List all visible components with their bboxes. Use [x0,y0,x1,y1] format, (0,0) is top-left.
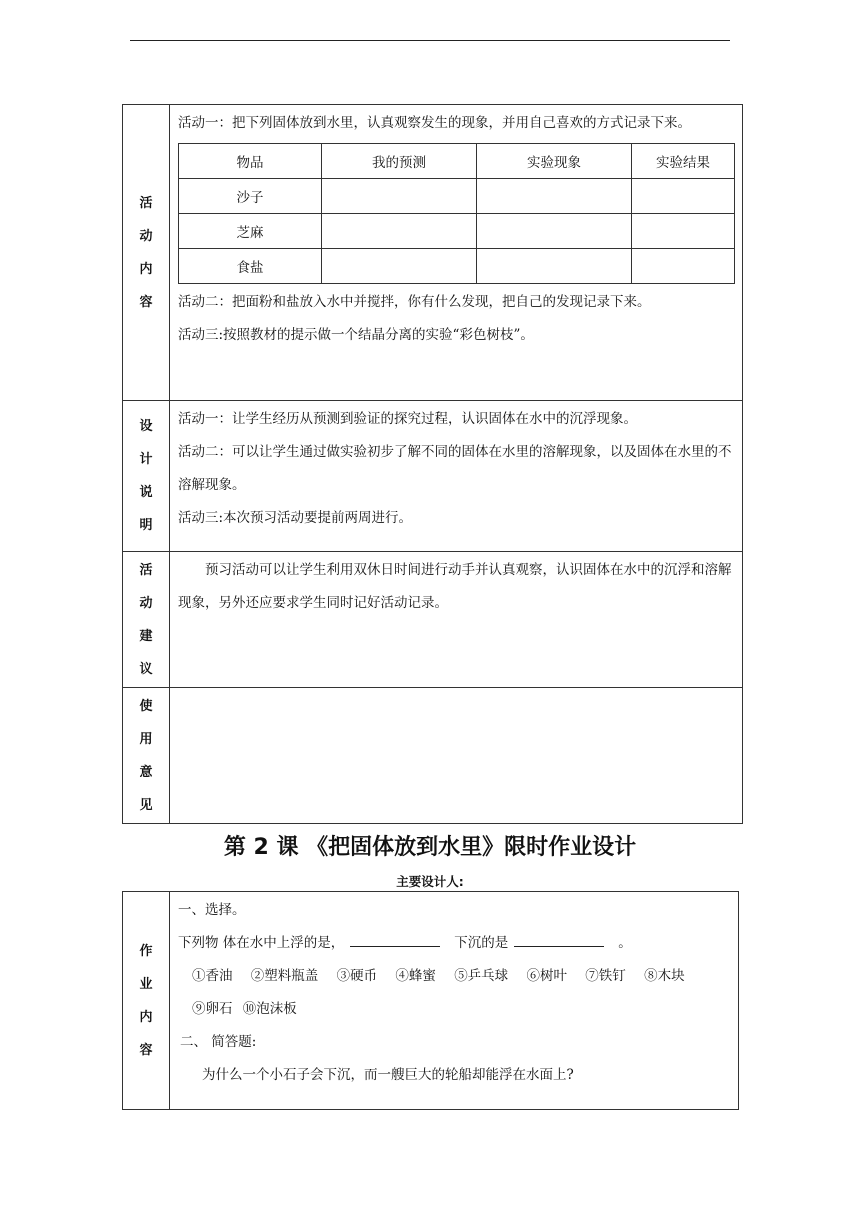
blank-cell[interactable] [632,179,735,214]
design-note-one: 活动一：让学生经历从预测到验证的探究过程，认识固体在水中的沉浮现象。 [178,411,637,427]
option-item: ⑨卵石 [192,1001,233,1017]
header-item: 物品 [179,144,322,179]
page-title: 第 2 课 《把固体放到水里》限时作业设计 [223,835,637,860]
option-item: ⑤乒乓球 [454,968,509,984]
label-char: 计 [139,452,153,467]
row-label-feedback [123,690,169,822]
blank-cell[interactable] [632,214,735,249]
row-label-cell [123,401,170,552]
label-char: 内 [139,1009,153,1025]
label-char: 明 [139,518,153,533]
label-char: 议 [139,661,153,677]
section-short-answer-heading: 二、 简答题: [180,1034,257,1050]
label-char: 用 [139,731,153,747]
observation-row [179,214,735,249]
section-choice-heading: 一、选择。 [178,902,246,918]
options-row [170,993,738,1026]
question-text: 。 [618,935,632,951]
observation-table [178,143,735,284]
blank-cell[interactable] [322,214,477,249]
option-item: ②塑料瓶盖 [250,968,319,984]
row-label-cell [123,552,170,688]
header-result: 实验结果 [632,144,735,179]
label-char: 作 [139,943,153,959]
item-cell: 芝麻 [179,214,322,249]
table-row [123,688,743,824]
design-note-two: 活动二：可以让学生通过做实验初步了解不同的固体在水里的溶解现象，以及固体在水里的不溶解现象。 [178,444,732,493]
label-char: 内 [139,261,153,277]
label-char: 动 [139,595,153,611]
label-char: 使 [139,698,153,714]
table-row [123,552,743,688]
choice-question [170,927,738,960]
option-item: ⑥树叶 [526,968,567,984]
row-label-design-notes [123,410,169,542]
feedback-cell[interactable] [170,688,743,824]
homework-table [122,891,739,1110]
option-item: ⑧木块 [644,968,685,984]
table-row [123,401,743,552]
label-char: 意 [139,764,153,780]
question-text: 下沉的是 [454,935,509,951]
content-cell [170,552,743,688]
options-row [170,960,738,993]
content-cell [170,105,743,401]
float-answer-blank[interactable] [350,934,440,947]
content-cell [170,892,739,1110]
content-cell [170,401,743,552]
label-char: 容 [139,294,153,310]
option-item: ⑩泡沫板 [242,1001,297,1017]
observation-row [179,179,735,214]
item-cell: 食盐 [179,249,322,284]
row-label-suggestions [123,554,169,686]
label-char: 业 [139,976,153,992]
label-char: 动 [139,228,153,244]
activity-two-text: 活动二：把面粉和盐放入水中并搅拌，你有什么发现，把自己的发现记录下来。 [178,294,651,310]
label-char: 设 [139,419,153,434]
header-rule [130,40,730,41]
option-item: ⑦铁钉 [585,968,626,984]
short-answer-question: 为什么一个小石子会下沉，而一艘巨大的轮船却能浮在水面上? [202,1067,574,1083]
blank-cell[interactable] [632,249,735,284]
label-char: 见 [139,797,153,813]
blank-cell[interactable] [477,214,632,249]
activity-one-text: 活动一：把下列固体放到水里，认真观察发生的现象，并用自己喜欢的方式记录下来。 [178,115,691,131]
label-char: 活 [139,195,153,211]
option-item: ③硬币 [336,968,378,984]
row-label-homework-content [123,935,169,1067]
table-row [123,105,743,401]
sink-answer-blank[interactable] [514,934,604,947]
observation-header-row [179,144,735,179]
activity-table [122,104,743,824]
label-char: 说 [139,485,153,500]
label-char: 容 [139,1042,153,1058]
option-item: ①香油 [192,968,233,984]
header-phenomenon: 实验现象 [477,144,632,179]
row-label-cell [123,688,170,824]
option-item: ④蜂蜜 [395,968,436,984]
question-text: 下列物 体在水中上浮的是， [178,935,345,951]
row-label-cell [123,892,170,1110]
item-cell: 沙子 [179,179,322,214]
suggestion-text: 预习活动可以让学生利用双休日时间进行动手并认真观察，认识固体在水中的沉浮和溶解现象，另外还应要求学生同时记好活动记录。 [178,562,732,611]
observation-row [179,249,735,284]
row-label-cell [123,105,170,401]
blank-cell[interactable] [322,179,477,214]
header-prediction: 我的预测 [322,144,477,179]
label-char: 活 [139,562,153,578]
blank-cell[interactable] [322,249,477,284]
label-char: 建 [139,628,153,644]
blank-cell[interactable] [477,249,632,284]
designer-label: 主要设计人: [396,874,464,889]
activity-three-text: 活动三:按照教材的提示做一个结晶分离的实验“彩色树枝”。 [178,327,534,343]
design-note-three: 活动三:本次预习活动要提前两周进行。 [178,510,413,526]
blank-cell[interactable] [477,179,632,214]
table-row [123,892,739,1110]
row-label-activity-content [123,187,169,319]
